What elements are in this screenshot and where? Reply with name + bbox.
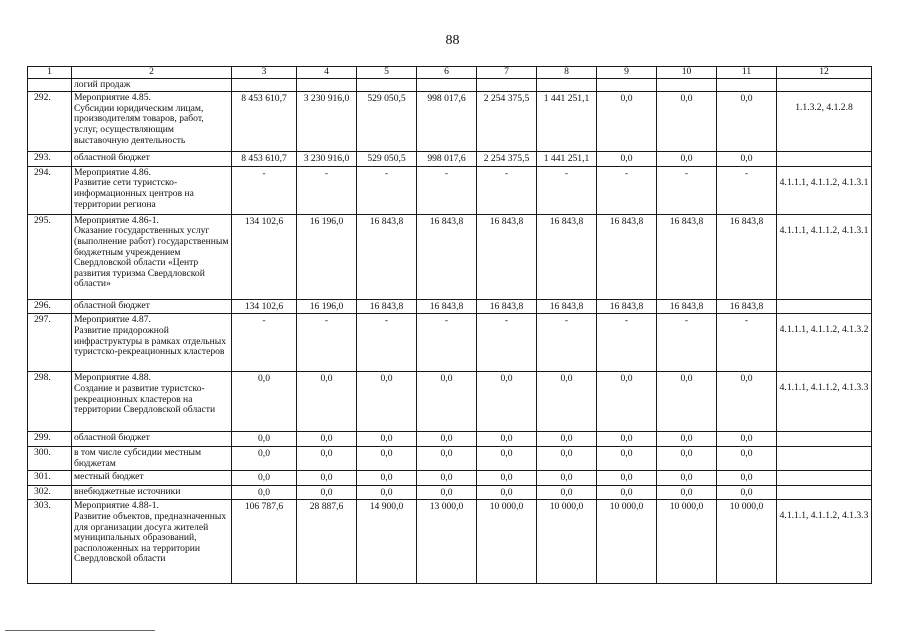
row-number-cell: 302. <box>28 485 72 500</box>
column-header: 9 <box>597 67 657 79</box>
amount-cell: 998 017,6 <box>417 152 477 167</box>
amount-cell: 0,0 <box>597 432 657 447</box>
column-header: 5 <box>357 67 417 79</box>
amount-cell: 16 843,8 <box>417 299 477 314</box>
amount-cell: 0,0 <box>717 372 777 432</box>
amount-cell: 0,0 <box>232 446 297 470</box>
table-row <box>28 485 872 500</box>
target-indicator-cell: 4.1.1.1, 4.1.1.2, 4.1.3.1 <box>777 214 872 299</box>
amount-cell: 16 843,8 <box>657 214 717 299</box>
amount-cell: 0,0 <box>657 432 717 447</box>
column-header: 8 <box>537 67 597 79</box>
amount-cell: 0,0 <box>297 471 357 486</box>
amount-cell: 0,0 <box>537 446 597 470</box>
row-number-cell: 293. <box>28 152 72 167</box>
amount-cell: 0,0 <box>537 471 597 486</box>
row-number-cell: 300. <box>28 446 72 470</box>
row-number-cell: 294. <box>28 166 72 214</box>
amount-cell: 1 441 251,1 <box>537 92 597 152</box>
amount-cell: 16 843,8 <box>477 214 537 299</box>
amount-cell: 0,0 <box>297 432 357 447</box>
amount-cell: 0,0 <box>232 471 297 486</box>
target-indicator-cell: 4.1.1.1, 4.1.1.2, 4.1.3.3 <box>777 372 872 432</box>
amount-cell: 0,0 <box>657 446 717 470</box>
activity-name-cell: Мероприятие 4.88-1. Развитие объектов, предназначенных для организации досуга жителей муниципальных образований, расположенных на территории Свердловской области <box>72 500 232 584</box>
activity-name-cell: Мероприятие 4.87. Развитие придорожной инфраструктуры в рамках отдельных туристско-рекреационных кластеров <box>72 314 232 372</box>
target-indicator-cell <box>777 485 872 500</box>
amount-cell: 16 196,0 <box>297 299 357 314</box>
amount-cell: 8 453 610,7 <box>232 92 297 152</box>
amount-cell: 0,0 <box>417 485 477 500</box>
row-number-cell: 296. <box>28 299 72 314</box>
amount-cell: - <box>537 166 597 214</box>
footnote-separator-line <box>5 630 155 631</box>
amount-cell: 0,0 <box>417 471 477 486</box>
amount-cell: 1 441 251,1 <box>537 152 597 167</box>
table-row <box>28 92 872 152</box>
activity-name-cell: областной бюджет <box>72 152 232 167</box>
activity-name-cell: областной бюджет <box>72 299 232 314</box>
amount-cell: 10 000,0 <box>597 500 657 584</box>
column-header: 7 <box>477 67 537 79</box>
column-header: 1 <box>28 67 72 79</box>
amount-cell: 16 843,8 <box>597 299 657 314</box>
activity-name-cell: Мероприятие 4.85. Субсидии юридическим лицам, производителям товаров, работ, услуг, осуществляющим выставочную деятельность <box>72 92 232 152</box>
amount-cell: 8 453 610,7 <box>232 152 297 167</box>
amount-cell: 0,0 <box>477 485 537 500</box>
table-row <box>28 314 872 372</box>
activity-name-cell: Мероприятие 4.88. Создание и развитие туристско-рекреационных кластеров на территории Свердловской области <box>72 372 232 432</box>
amount-cell: - <box>477 166 537 214</box>
amount-cell: 0,0 <box>597 471 657 486</box>
activity-name-cell: Мероприятие 4.86-1. Оказание государственных услуг (выполнение работ) государственным бюджетным учреждением Свердловской области «Центр развития туризма Свердловской области» <box>72 214 232 299</box>
amount-cell: 0,0 <box>477 446 537 470</box>
target-indicator-cell: 1.1.3.2, 4.1.2.8 <box>777 92 872 152</box>
amount-cell: 10 000,0 <box>537 500 597 584</box>
amount-cell: - <box>297 166 357 214</box>
amount-cell: 0,0 <box>657 152 717 167</box>
amount-cell: - <box>657 314 717 372</box>
column-header: 12 <box>777 67 872 79</box>
target-indicator-cell <box>777 152 872 167</box>
row-number-cell <box>28 78 72 92</box>
amount-cell: 0,0 <box>717 92 777 152</box>
column-header: 4 <box>297 67 357 79</box>
amount-cell: 0,0 <box>537 372 597 432</box>
amount-cell: 0,0 <box>357 471 417 486</box>
amount-cell: - <box>357 166 417 214</box>
row-number-cell: 299. <box>28 432 72 447</box>
table-row <box>28 432 872 447</box>
amount-cell: 0,0 <box>477 471 537 486</box>
amount-cell: 28 887,6 <box>297 500 357 584</box>
amount-cell: 529 050,5 <box>357 152 417 167</box>
amount-cell: 0,0 <box>357 446 417 470</box>
table-row <box>28 500 872 584</box>
target-indicator-cell <box>777 299 872 314</box>
activity-name-cell: Мероприятие 4.86. Развитие сети туристско-информационных центров на территории региона <box>72 166 232 214</box>
amount-cell: 0,0 <box>657 471 717 486</box>
column-header: 3 <box>232 67 297 79</box>
amount-cell: - <box>297 314 357 372</box>
amount-cell: 10 000,0 <box>717 500 777 584</box>
amount-cell: - <box>417 314 477 372</box>
amount-cell: 16 843,8 <box>357 299 417 314</box>
amount-cell: - <box>597 314 657 372</box>
table-row <box>28 372 872 432</box>
target-indicator-cell: 4.1.1.1, 4.1.1.2, 4.1.3.1 <box>777 166 872 214</box>
amount-cell: 0,0 <box>477 432 537 447</box>
amount-cell: 0,0 <box>357 485 417 500</box>
program-table <box>27 66 872 584</box>
row-number-cell: 298. <box>28 372 72 432</box>
amount-cell: 0,0 <box>597 92 657 152</box>
amount-cell: 10 000,0 <box>657 500 717 584</box>
amount-cell: 0,0 <box>537 432 597 447</box>
column-header: 2 <box>72 67 232 79</box>
amount-cell: 0,0 <box>597 372 657 432</box>
table-row <box>28 214 872 299</box>
amount-cell: 0,0 <box>477 372 537 432</box>
amount-cell: 0,0 <box>717 485 777 500</box>
amount-cell: 0,0 <box>232 432 297 447</box>
table-body <box>28 67 872 584</box>
amount-cell: 0,0 <box>717 446 777 470</box>
amount-cell: 0,0 <box>597 152 657 167</box>
amount-cell: 106 787,6 <box>232 500 297 584</box>
amount-cell: 529 050,5 <box>357 92 417 152</box>
column-number-row <box>28 67 872 79</box>
table-row <box>28 471 872 486</box>
amount-cell: 998 017,6 <box>417 92 477 152</box>
continued-text: логий продаж <box>72 78 232 92</box>
row-number-cell: 292. <box>28 92 72 152</box>
amount-cell: 2 254 375,5 <box>477 152 537 167</box>
amount-cell: 0,0 <box>657 92 717 152</box>
amount-cell: 10 000,0 <box>477 500 537 584</box>
amount-cell: 0,0 <box>417 432 477 447</box>
amount-cell: 0,0 <box>357 432 417 447</box>
continued-row <box>28 78 872 92</box>
amount-cell: 16 843,8 <box>417 214 477 299</box>
amount-cell: 0,0 <box>717 471 777 486</box>
amount-cell: 134 102,6 <box>232 299 297 314</box>
amount-cell: - <box>717 314 777 372</box>
amount-cell: 0,0 <box>357 372 417 432</box>
amount-cell: 16 843,8 <box>357 214 417 299</box>
amount-cell: - <box>597 166 657 214</box>
amount-cell: 0,0 <box>417 446 477 470</box>
amount-cell: - <box>657 166 717 214</box>
amount-cell: - <box>477 314 537 372</box>
amount-cell: - <box>717 166 777 214</box>
row-number-cell: 297. <box>28 314 72 372</box>
table-row <box>28 152 872 167</box>
row-number-cell: 303. <box>28 500 72 584</box>
amount-cell: 0,0 <box>297 446 357 470</box>
amount-cell: 0,0 <box>232 485 297 500</box>
amount-cell: 0,0 <box>717 432 777 447</box>
amount-cell: 3 230 916,0 <box>297 152 357 167</box>
amount-cell: - <box>232 314 297 372</box>
table-row <box>28 166 872 214</box>
amount-cell: - <box>537 314 597 372</box>
amount-cell: - <box>417 166 477 214</box>
amount-cell: 0,0 <box>232 372 297 432</box>
amount-cell: 0,0 <box>657 485 717 500</box>
amount-cell: 16 843,8 <box>717 299 777 314</box>
amount-cell: 16 843,8 <box>717 214 777 299</box>
amount-cell: 0,0 <box>657 372 717 432</box>
amount-cell: 16 843,8 <box>597 214 657 299</box>
amount-cell: 0,0 <box>597 485 657 500</box>
row-number-cell: 295. <box>28 214 72 299</box>
amount-cell: 16 843,8 <box>537 214 597 299</box>
amount-cell: 0,0 <box>297 372 357 432</box>
table-row <box>28 299 872 314</box>
amount-cell: 0,0 <box>597 446 657 470</box>
program-table-container <box>27 66 872 584</box>
amount-cell: - <box>357 314 417 372</box>
target-indicator-cell <box>777 432 872 447</box>
activity-name-cell: внебюджетные источники <box>72 485 232 500</box>
activity-name-cell: областной бюджет <box>72 432 232 447</box>
amount-cell: 14 900,0 <box>357 500 417 584</box>
target-indicator-cell: 4.1.1.1, 4.1.1.2, 4.1.3.3 <box>777 500 872 584</box>
target-indicator-cell <box>777 446 872 470</box>
amount-cell: 16 843,8 <box>537 299 597 314</box>
activity-name-cell: местный бюджет <box>72 471 232 486</box>
row-number-cell: 301. <box>28 471 72 486</box>
amount-cell: 0,0 <box>537 485 597 500</box>
amount-cell: 0,0 <box>417 372 477 432</box>
amount-cell: 16 843,8 <box>477 299 537 314</box>
target-indicator-cell: 4.1.1.1, 4.1.1.2, 4.1.3.2 <box>777 314 872 372</box>
amount-cell: 13 000,0 <box>417 500 477 584</box>
amount-cell: - <box>232 166 297 214</box>
activity-name-cell: в том числе субсидии местным бюджетам <box>72 446 232 470</box>
column-header: 10 <box>657 67 717 79</box>
page-number: 88 <box>445 33 460 48</box>
amount-cell: 2 254 375,5 <box>477 92 537 152</box>
amount-cell: 134 102,6 <box>232 214 297 299</box>
table-row <box>28 446 872 470</box>
amount-cell: 0,0 <box>717 152 777 167</box>
target-indicator-cell <box>777 471 872 486</box>
column-header: 11 <box>717 67 777 79</box>
amount-cell: 16 196,0 <box>297 214 357 299</box>
column-header: 6 <box>417 67 477 79</box>
amount-cell: 16 843,8 <box>657 299 717 314</box>
amount-cell: 0,0 <box>297 485 357 500</box>
amount-cell: 3 230 916,0 <box>297 92 357 152</box>
